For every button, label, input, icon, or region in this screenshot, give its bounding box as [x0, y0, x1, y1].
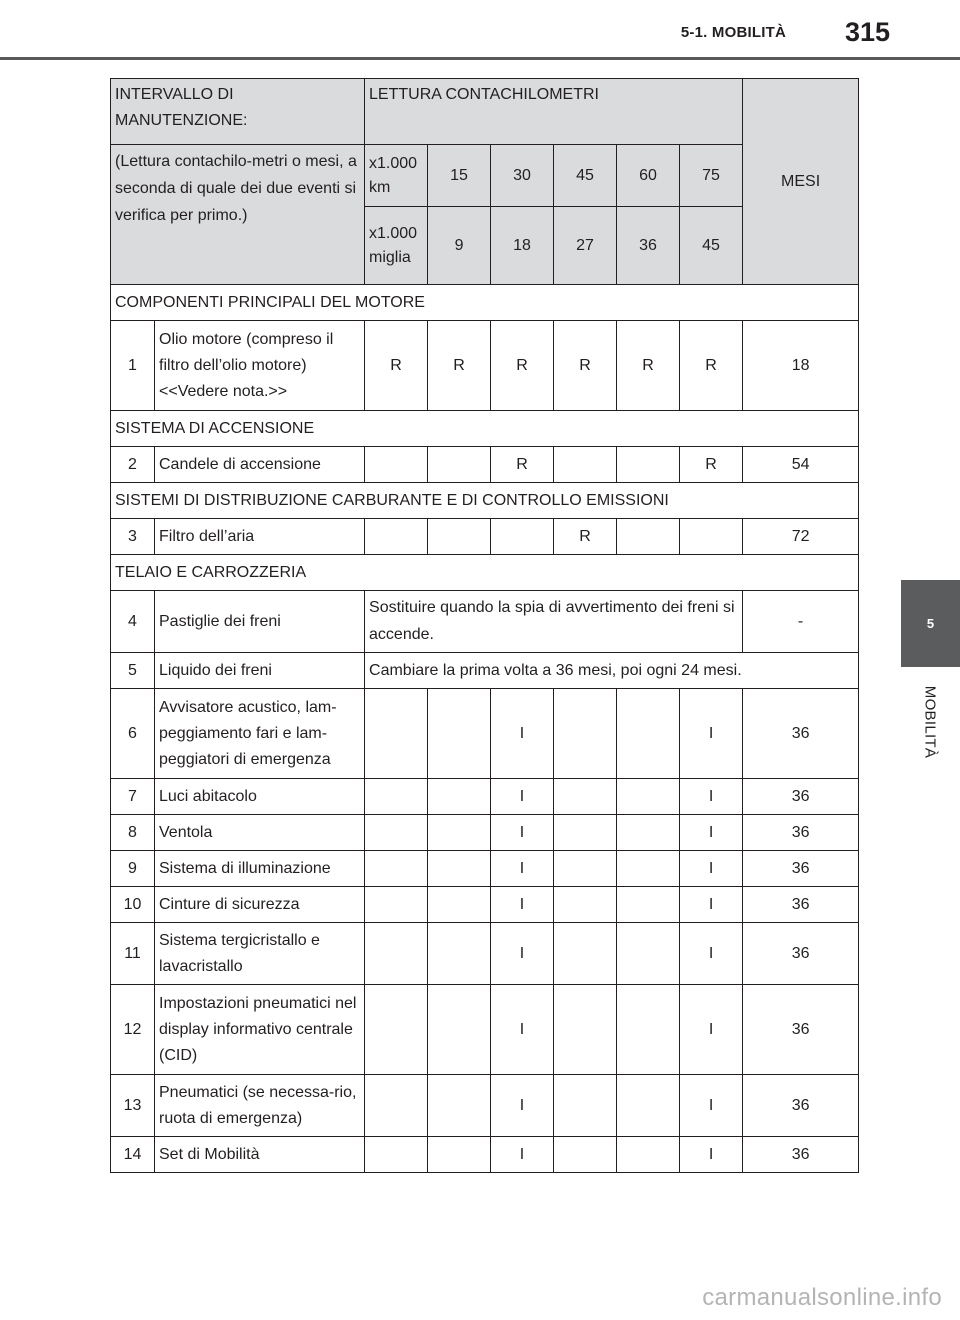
interval-cell: I — [491, 985, 554, 1075]
interval-cell — [554, 887, 617, 923]
interval-cell — [428, 447, 491, 483]
chapter-tab[interactable] — [901, 580, 960, 667]
section-row — [111, 285, 859, 321]
interval-cell: R — [680, 447, 743, 483]
item-number: 8 — [111, 815, 155, 851]
section-row — [111, 483, 859, 519]
table-row — [111, 653, 859, 689]
item-number: 5 — [111, 653, 155, 689]
interval-cell — [617, 1137, 680, 1173]
item-name: Olio motore (compreso il filtro dell’olio motore) <<Vedere nota.>> — [155, 321, 365, 411]
interval-cell — [617, 1075, 680, 1137]
km-value-cell: 30 — [491, 145, 554, 207]
item-name: Sistema di illuminazione — [155, 851, 365, 887]
months-cell: 36 — [743, 779, 859, 815]
item-number: 9 — [111, 851, 155, 887]
interval-cell: I — [680, 985, 743, 1075]
interval-cell — [554, 447, 617, 483]
interval-cell: I — [680, 851, 743, 887]
item-name: Set di Mobilità — [155, 1137, 365, 1173]
km-value-cell: 45 — [554, 145, 617, 207]
item-note: Cambiare la prima volta a 36 mesi, poi ogni 24 mesi. — [365, 653, 859, 689]
odometer-label-cell: LETTURA CONTACHILOMETRI — [365, 79, 743, 145]
interval-cell: R — [680, 321, 743, 411]
maintenance-table — [110, 78, 859, 1173]
interval-cell — [617, 779, 680, 815]
section-heading: TELAIO E CARROZZERIA — [111, 555, 859, 591]
item-name: Candele di accensione — [155, 447, 365, 483]
mi-value-cell: 18 — [491, 207, 554, 285]
months-cell: - — [743, 591, 859, 653]
section-row — [111, 411, 859, 447]
mi-value-cell: 45 — [680, 207, 743, 285]
table-row — [111, 815, 859, 851]
interval-cell — [365, 1137, 428, 1173]
interval-cell — [365, 815, 428, 851]
interval-cell — [617, 887, 680, 923]
interval-cell: R — [365, 321, 428, 411]
interval-cell: I — [680, 1075, 743, 1137]
interval-cell: R — [428, 321, 491, 411]
interval-cell: I — [491, 923, 554, 985]
interval-cell: I — [491, 1075, 554, 1137]
months-cell: 18 — [743, 321, 859, 411]
interval-cell: I — [491, 851, 554, 887]
interval-cell — [428, 815, 491, 851]
months-cell: 36 — [743, 923, 859, 985]
interval-cell — [491, 519, 554, 555]
interval-cell — [428, 689, 491, 779]
interval-cell — [428, 519, 491, 555]
item-number: 2 — [111, 447, 155, 483]
item-name: Sistema tergicristallo e lavacristallo — [155, 923, 365, 985]
item-name: Pneumatici (se necessa-rio, ruota di emergenza) — [155, 1075, 365, 1137]
section-row — [111, 555, 859, 591]
item-name: Avvisatore acustico, lam-peggiamento fari e lam-peggiatori di emergenza — [155, 689, 365, 779]
interval-cell: R — [554, 321, 617, 411]
interval-cell — [617, 519, 680, 555]
interval-cell — [554, 985, 617, 1075]
item-number: 6 — [111, 689, 155, 779]
table-row — [111, 321, 859, 411]
table-header-row — [111, 79, 859, 145]
interval-cell: I — [680, 887, 743, 923]
table-row — [111, 1075, 859, 1137]
months-cell: 36 — [743, 887, 859, 923]
km-value-cell: 15 — [428, 145, 491, 207]
interval-cell — [617, 447, 680, 483]
interval-cell: I — [491, 815, 554, 851]
item-number: 10 — [111, 887, 155, 923]
table-row — [111, 689, 859, 779]
interval-cell — [617, 923, 680, 985]
item-number: 12 — [111, 985, 155, 1075]
item-name: Liquido dei freni — [155, 653, 365, 689]
interval-cell — [554, 923, 617, 985]
item-name: Ventola — [155, 815, 365, 851]
table-row — [111, 447, 859, 483]
interval-cell — [554, 815, 617, 851]
interval-cell: I — [680, 815, 743, 851]
interval-cell: I — [491, 689, 554, 779]
chapter-tab-label: MOBILITÀ — [921, 685, 939, 759]
interval-cell — [617, 815, 680, 851]
item-name: Luci abitacolo — [155, 779, 365, 815]
interval-cell — [554, 1137, 617, 1173]
table-row — [111, 923, 859, 985]
months-cell: 36 — [743, 815, 859, 851]
interval-cell — [428, 1075, 491, 1137]
item-name: Cinture di sicurezza — [155, 887, 365, 923]
interval-cell — [428, 923, 491, 985]
interval-cell: R — [491, 447, 554, 483]
months-label-cell: MESI — [743, 79, 859, 285]
interval-cell: I — [680, 923, 743, 985]
interval-cell — [680, 519, 743, 555]
table-row — [111, 591, 859, 653]
item-number: 3 — [111, 519, 155, 555]
chapter-tab-number: 5 — [926, 616, 935, 631]
item-name: Impostazioni pneumatici nel display informativo centrale (CID) — [155, 985, 365, 1075]
interval-cell: I — [491, 779, 554, 815]
item-name: Pastiglie dei freni — [155, 591, 365, 653]
interval-cell — [365, 1075, 428, 1137]
interval-cell — [365, 985, 428, 1075]
interval-cell: R — [491, 321, 554, 411]
interval-cell: I — [680, 1137, 743, 1173]
table-row — [111, 779, 859, 815]
months-cell: 36 — [743, 1075, 859, 1137]
interval-cell — [554, 1075, 617, 1137]
interval-cell: I — [680, 689, 743, 779]
interval-cell: R — [554, 519, 617, 555]
mi-value-cell: 9 — [428, 207, 491, 285]
interval-cell — [365, 519, 428, 555]
item-number: 11 — [111, 923, 155, 985]
table-row — [111, 985, 859, 1075]
table-row — [111, 1137, 859, 1173]
months-cell: 36 — [743, 851, 859, 887]
maintenance-table-body — [111, 79, 859, 1173]
item-note: Sostituire quando la spia di avvertimento dei freni si accende. — [365, 591, 743, 653]
interval-cell — [428, 1137, 491, 1173]
interval-cell — [428, 887, 491, 923]
interval-label-cell: INTERVALLO DI MANUTENZIONE: — [111, 79, 365, 145]
months-cell: 54 — [743, 447, 859, 483]
mi-unit-cell: x1.000 miglia — [365, 207, 428, 285]
table-row — [111, 887, 859, 923]
interval-cell — [365, 779, 428, 815]
interval-cell — [554, 779, 617, 815]
item-number: 4 — [111, 591, 155, 653]
item-number: 1 — [111, 321, 155, 411]
page-number: 315 — [844, 17, 890, 47]
item-number: 13 — [111, 1075, 155, 1137]
interval-cell — [365, 447, 428, 483]
table-row — [111, 519, 859, 555]
interval-cell: I — [491, 1137, 554, 1173]
interval-cell — [365, 923, 428, 985]
months-cell: 36 — [743, 689, 859, 779]
months-cell: 36 — [743, 1137, 859, 1173]
months-cell: 72 — [743, 519, 859, 555]
mi-value-cell: 27 — [554, 207, 617, 285]
table-row — [111, 851, 859, 887]
interval-cell: I — [491, 887, 554, 923]
section-heading: SISTEMI DI DISTRIBUZIONE CARBURANTE E DI CONTROLLO EMISSIONI — [111, 483, 859, 519]
item-name: Filtro dell’aria — [155, 519, 365, 555]
watermark: carmanualsonline.info — [702, 1284, 942, 1311]
interval-cell: R — [617, 321, 680, 411]
interval-cell — [554, 689, 617, 779]
mi-value-cell: 36 — [617, 207, 680, 285]
interval-cell — [428, 779, 491, 815]
section-heading: SISTEMA DI ACCENSIONE — [111, 411, 859, 447]
interval-cell — [554, 851, 617, 887]
item-number: 14 — [111, 1137, 155, 1173]
interval-cell — [365, 887, 428, 923]
item-number: 7 — [111, 779, 155, 815]
condition-note-cell: (Lettura contachilo-metri o mesi, a seconda di quale dei due eventi si verifica per primo.) — [111, 145, 365, 285]
header-rule — [0, 57, 960, 60]
km-value-cell: 60 — [617, 145, 680, 207]
section-heading: COMPONENTI PRINCIPALI DEL MOTORE — [111, 285, 859, 321]
km-value-cell: 75 — [680, 145, 743, 207]
interval-cell: I — [680, 779, 743, 815]
km-unit-cell: x1.000 km — [365, 145, 428, 207]
section-title: 5-1. MOBILITÀ — [680, 24, 786, 41]
interval-cell — [365, 689, 428, 779]
interval-cell — [617, 851, 680, 887]
interval-cell — [428, 985, 491, 1075]
months-cell: 36 — [743, 985, 859, 1075]
interval-cell — [617, 689, 680, 779]
interval-cell — [365, 851, 428, 887]
interval-cell — [428, 851, 491, 887]
interval-cell — [617, 985, 680, 1075]
